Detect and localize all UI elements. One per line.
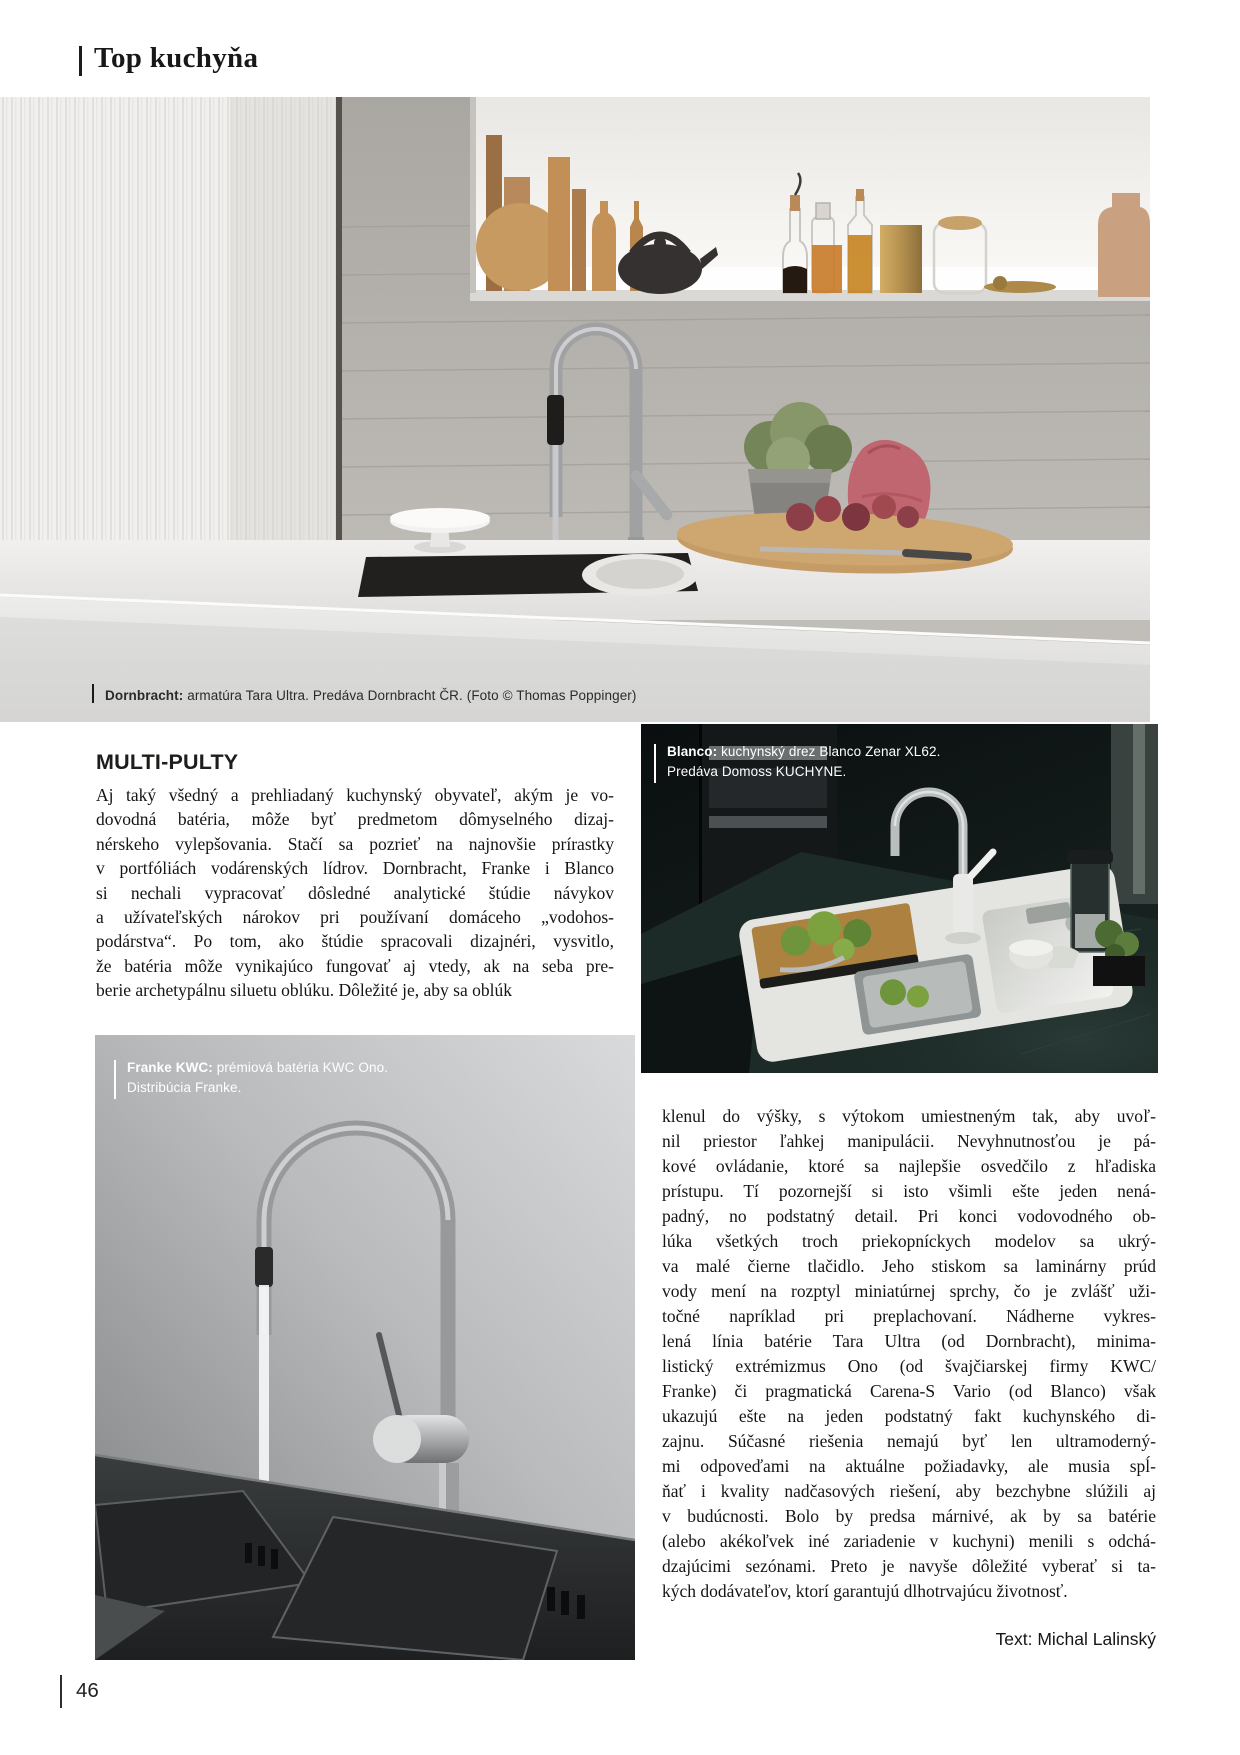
franke-caption-line2: Distribúcia Franke. [127,1080,242,1095]
franke-caption-bar [114,1060,116,1099]
article-byline: Text: Michal Lalinský [995,1629,1156,1649]
header-rule-bar [79,46,82,76]
franke-caption-text: prémiová batéria KWC Ono. [212,1060,389,1075]
hero-caption-lead: Dornbracht: [105,688,184,703]
blanco-caption-bar [654,744,656,783]
blanco-caption [667,742,940,782]
article-heading: MULTI-PULTY [96,750,239,774]
hero-caption-bar [92,684,94,703]
article-column-1: Aj taký všedný a prehliadaný kuchynský obyvateľ, akým je vo- dovodná batéria, môže byť predmetom dômyselného dizaj- nérskeho vylepšovania. Stačí sa pozrieť na najnovšie prírastky v portfóliách vodárenských lídrov. Dornbracht, Franke i Blanco si nechali vypracovať dôsledné analytické štúdie návykov a užívateľských nárokov pri používaní domáceho „vodohos- podárstva“. Po tom, ako štúdie spracovali dizajnéri, vysvitlo, že batéria môže vynikajúco fungovať aj vtedy, ak na seba pre- berie archetypálnu siluetu oblúku. Dôležité je, aby sa oblúk [96,785,614,1001]
hero-photo-illustration [0,97,1150,722]
hero-caption [105,686,637,706]
blanco-caption-line1 [667,742,940,762]
page-title: Top kuchyňa [94,42,259,74]
franke-photo-faucet [95,1035,635,1660]
blanco-caption-lead: Blanco: [667,744,718,759]
franke-photo-illustration [95,1035,635,1660]
franke-caption-line1 [127,1058,388,1078]
hero-caption-text: armatúra Tara Ultra. Predáva Dornbracht ČR. (Foto © Thomas Poppinger) [183,688,637,703]
blanco-caption-line2: Predáva Domoss KUCHYNE. [667,764,847,779]
article-column-2: klenul do výšky, s výtokom umiestneným tak, aby uvoľ- nil priestor ľahkej manipulácii. Nevyhnutnosťou je pá- kové ovládanie, ktoré sa najlepšie osvedčilo z hľadiska prístupu. Tí pozornejší si isto všimli ešte jeden nená- padný, no podstatný detail. Pri konci vodovodného ob- lúka všetkých troch priekopníckych modelov sa ukrý- va malé čierne tlačidlo. Jeho stiskom sa laminárny prúd vody mení na rozptyl miniatúrnej sprchy, čo je zvlášť uži- točné napríklad pri preplachovaní. Nádherne vykres- lená línia batérie Tara Ultra (od Dornbracht), minima- listický extrémizmus Ono (od švajčiarskej firmy KWC/ Franke) či pragmatická Carena-S Vario (od Blanco) však ukazujú ešte na jeden podstatný fakt kuchynského di- zajnu. Súčasné riešenia nemajú byť len ultramoderný- mi odpoveďami na aktuálne požiadavky, ale musia spĺ- ňať i kvality nadčasových riešení, aby bezchybne slúžili aj v budúcnosti. Bolo by predsa márnivé, ak by sa batérie (alebo akékoľvek iné zariadenie v kuchyni) menili s odchá- dzajúcimi sezónami. Preto je navyše dôležité vyberať si ta- kých dodávateľov, ktorí garantujú dlhotrvajúcu životnosť. [662,1106,1156,1601]
page-number: 46 [76,1679,99,1702]
franke-caption [127,1058,388,1098]
blanco-caption-text: kuchynský drez Blanco Zenar XL62. [717,744,941,759]
franke-caption-lead: Franke KWC: [127,1060,213,1075]
page-number-bar [60,1675,62,1708]
hero-photo-dornbracht-kitchen [0,97,1150,722]
